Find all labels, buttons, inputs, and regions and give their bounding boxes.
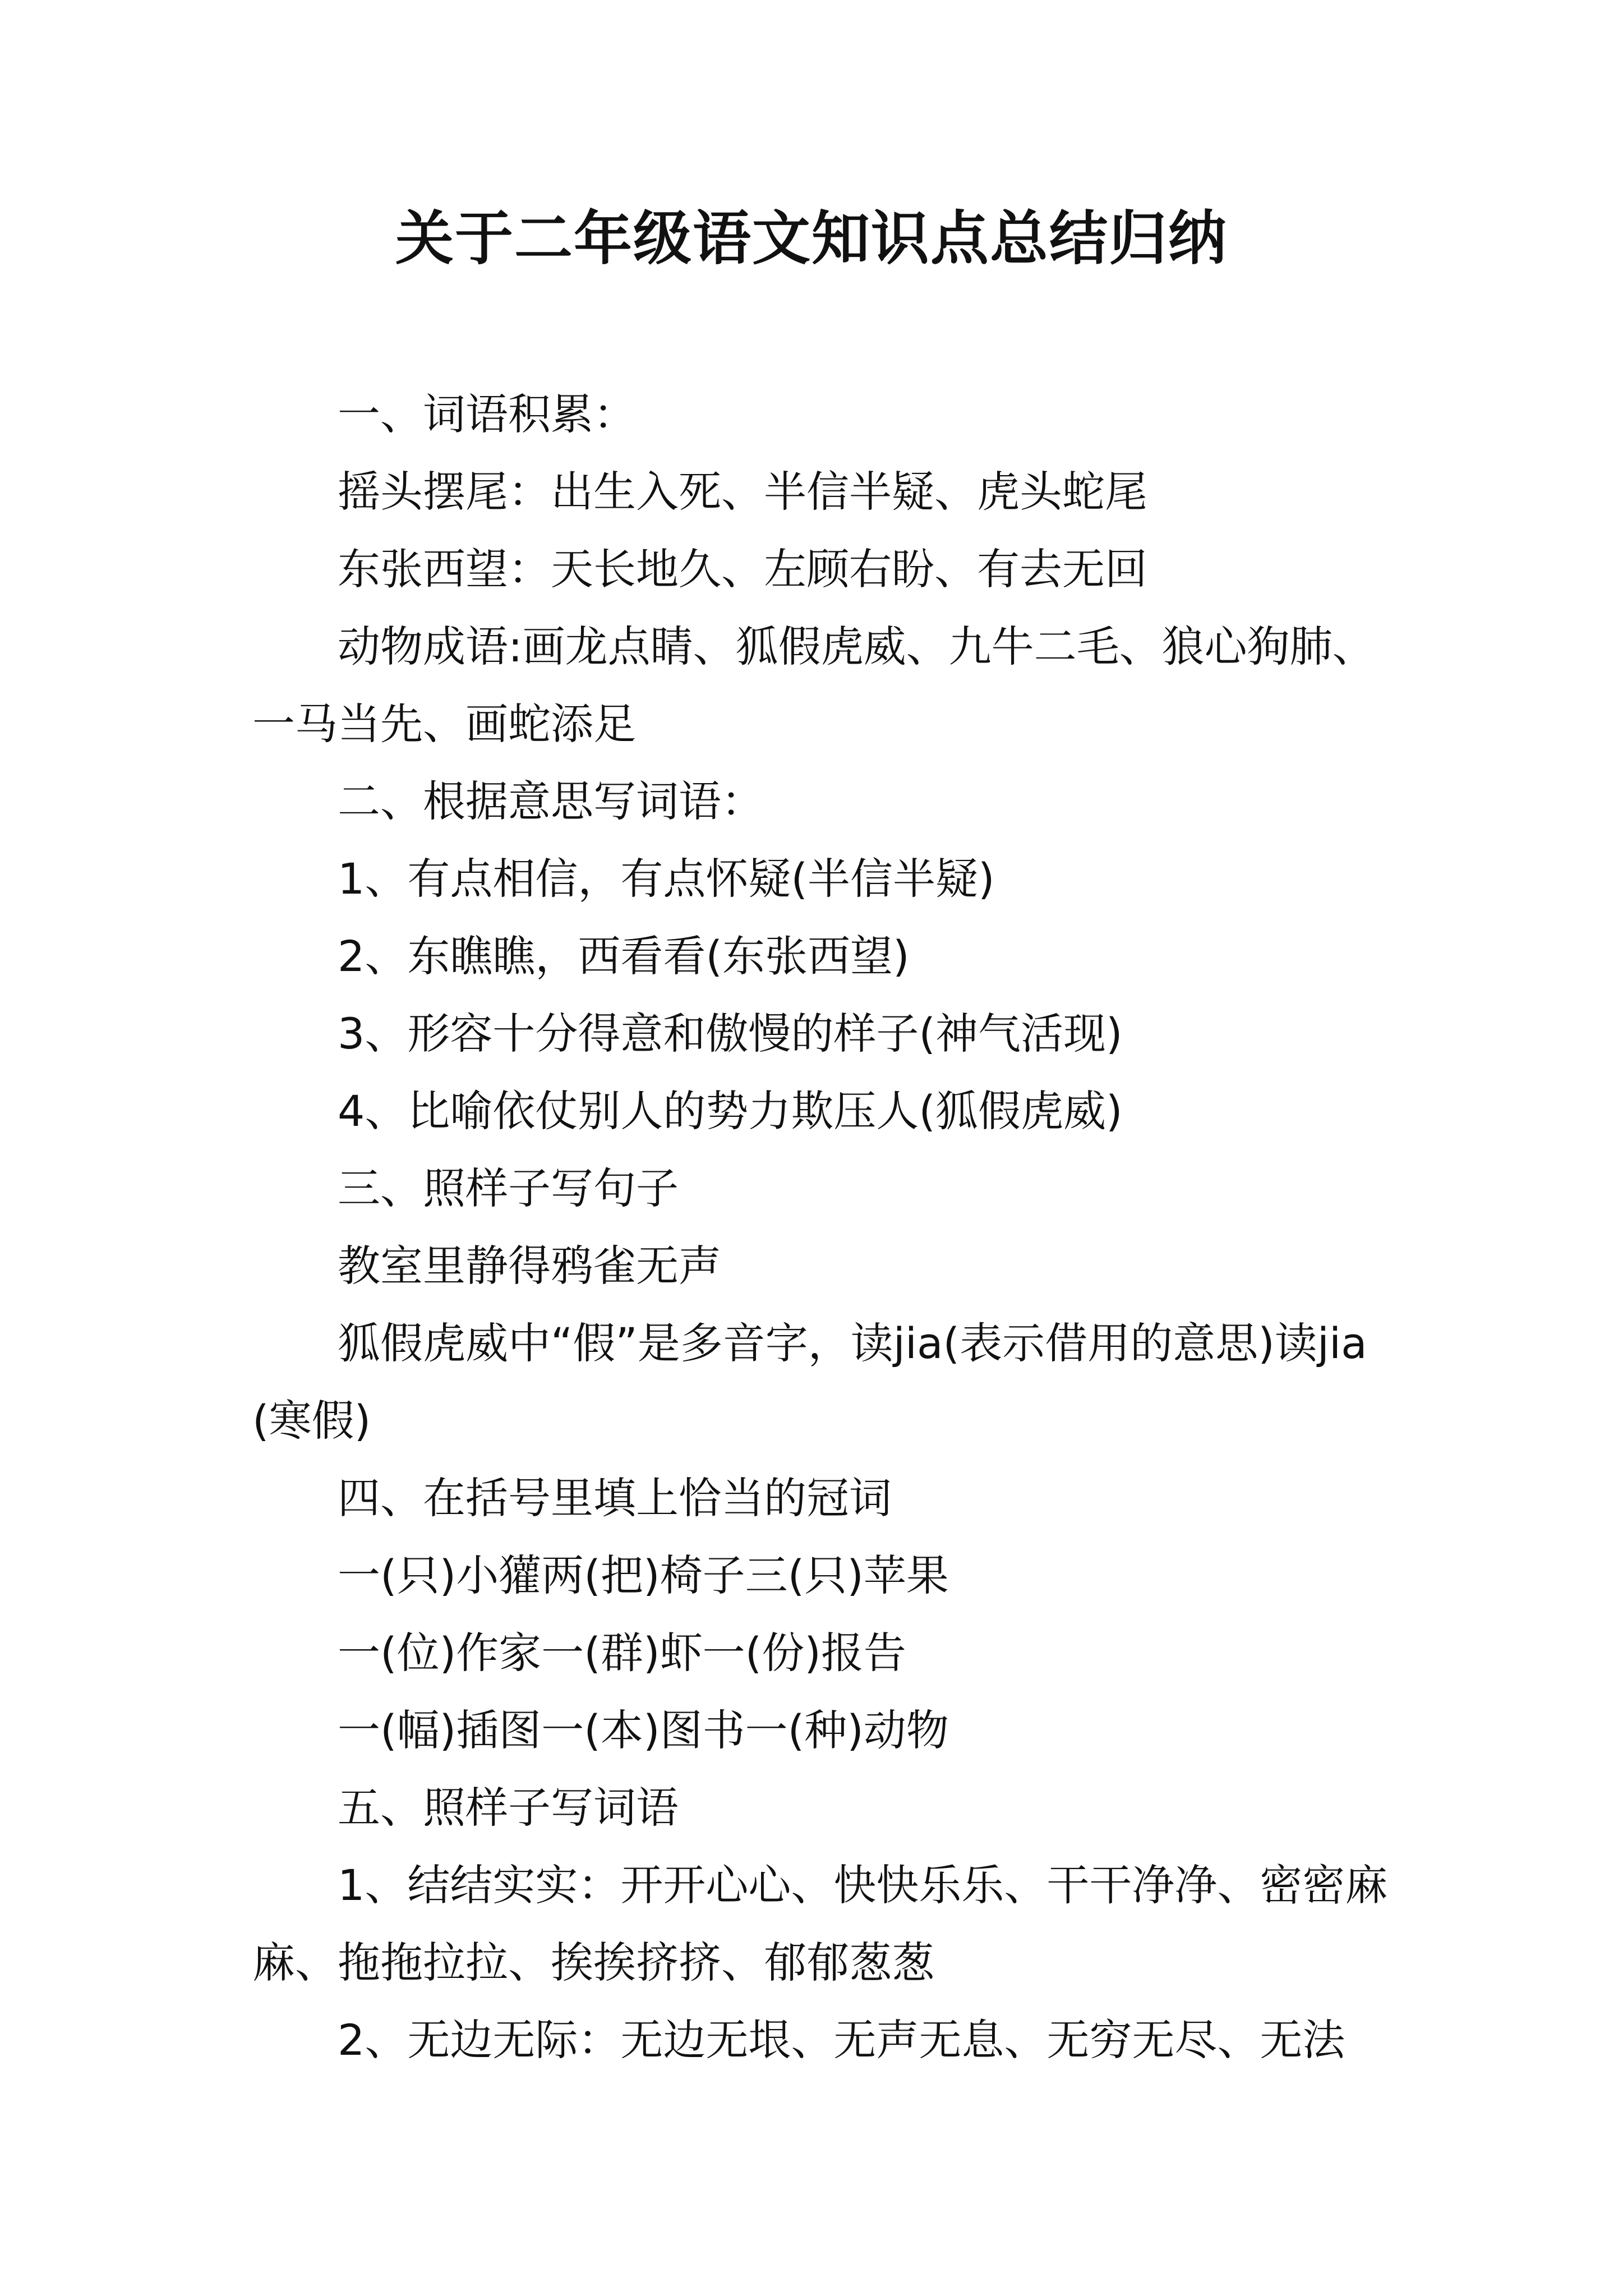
paragraph-section-2-heading: 二、根据意思写词语： <box>338 776 764 826</box>
document-title: 关于二年级语文知识点总结归纳 <box>395 204 1228 273</box>
paragraph-polyphone-note: 狐假虎威中“假”是多音字，读jia(表示借用的意思)读jia(寒假) <box>252 1318 1367 1446</box>
paragraph-measure-words-3: 一(幅)插图一(本)图书一(种)动物 <box>338 1705 949 1755</box>
paragraph-wu-words: 2、无边无际：无边无垠、无声无息、无穷无尽、无法 <box>338 2015 1345 2065</box>
paragraph-measure-words-1: 一(只)小獾两(把)椅子三(只)苹果 <box>338 1550 949 1600</box>
paragraph-animal-idioms: 动物成语:画龙点睛、狐假虎威、九牛二毛、狼心狗肺、一马当先、画蛇添足 <box>252 622 1375 749</box>
document-body <box>252 376 1391 2079</box>
paragraph-meaning-1: 1、有点相信，有点怀疑(半信半疑) <box>338 854 995 904</box>
paragraph-idiom-dongzhang: 东张西望：天长地久、左顾右盼、有去无回 <box>338 544 1147 594</box>
paragraph-aabb-words: 1、结结实实：开开心心、快快乐乐、干干净净、密密麻麻、拖拖拉拉、挨挨挤挤、郁郁葱葱 <box>252 1860 1388 1987</box>
paragraph-meaning-2: 2、东瞧瞧，西看看(东张西望) <box>338 931 910 981</box>
paragraph-idiom-yaotou: 摇头摆尾：出生入死、半信半疑、虎头蛇尾 <box>338 467 1147 517</box>
paragraph-section-4-heading: 四、在括号里填上恰当的冠词 <box>338 1473 892 1523</box>
paragraph-section-1-heading: 一、词语积累： <box>338 389 636 439</box>
paragraph-section-3-heading: 三、照样子写句子 <box>338 1163 679 1213</box>
paragraph-measure-words-2: 一(位)作家一(群)虾一(份)报告 <box>338 1628 906 1678</box>
paragraph-meaning-4: 4、比喻依仗别人的势力欺压人(狐假虎威) <box>338 1086 1123 1136</box>
paragraph-sentence-example: 教室里静得鸦雀无声 <box>338 1241 721 1291</box>
paragraph-meaning-3: 3、形容十分得意和傲慢的样子(神气活现) <box>338 1009 1123 1059</box>
paragraph-section-5-heading: 五、照样子写词语 <box>338 1783 679 1833</box>
